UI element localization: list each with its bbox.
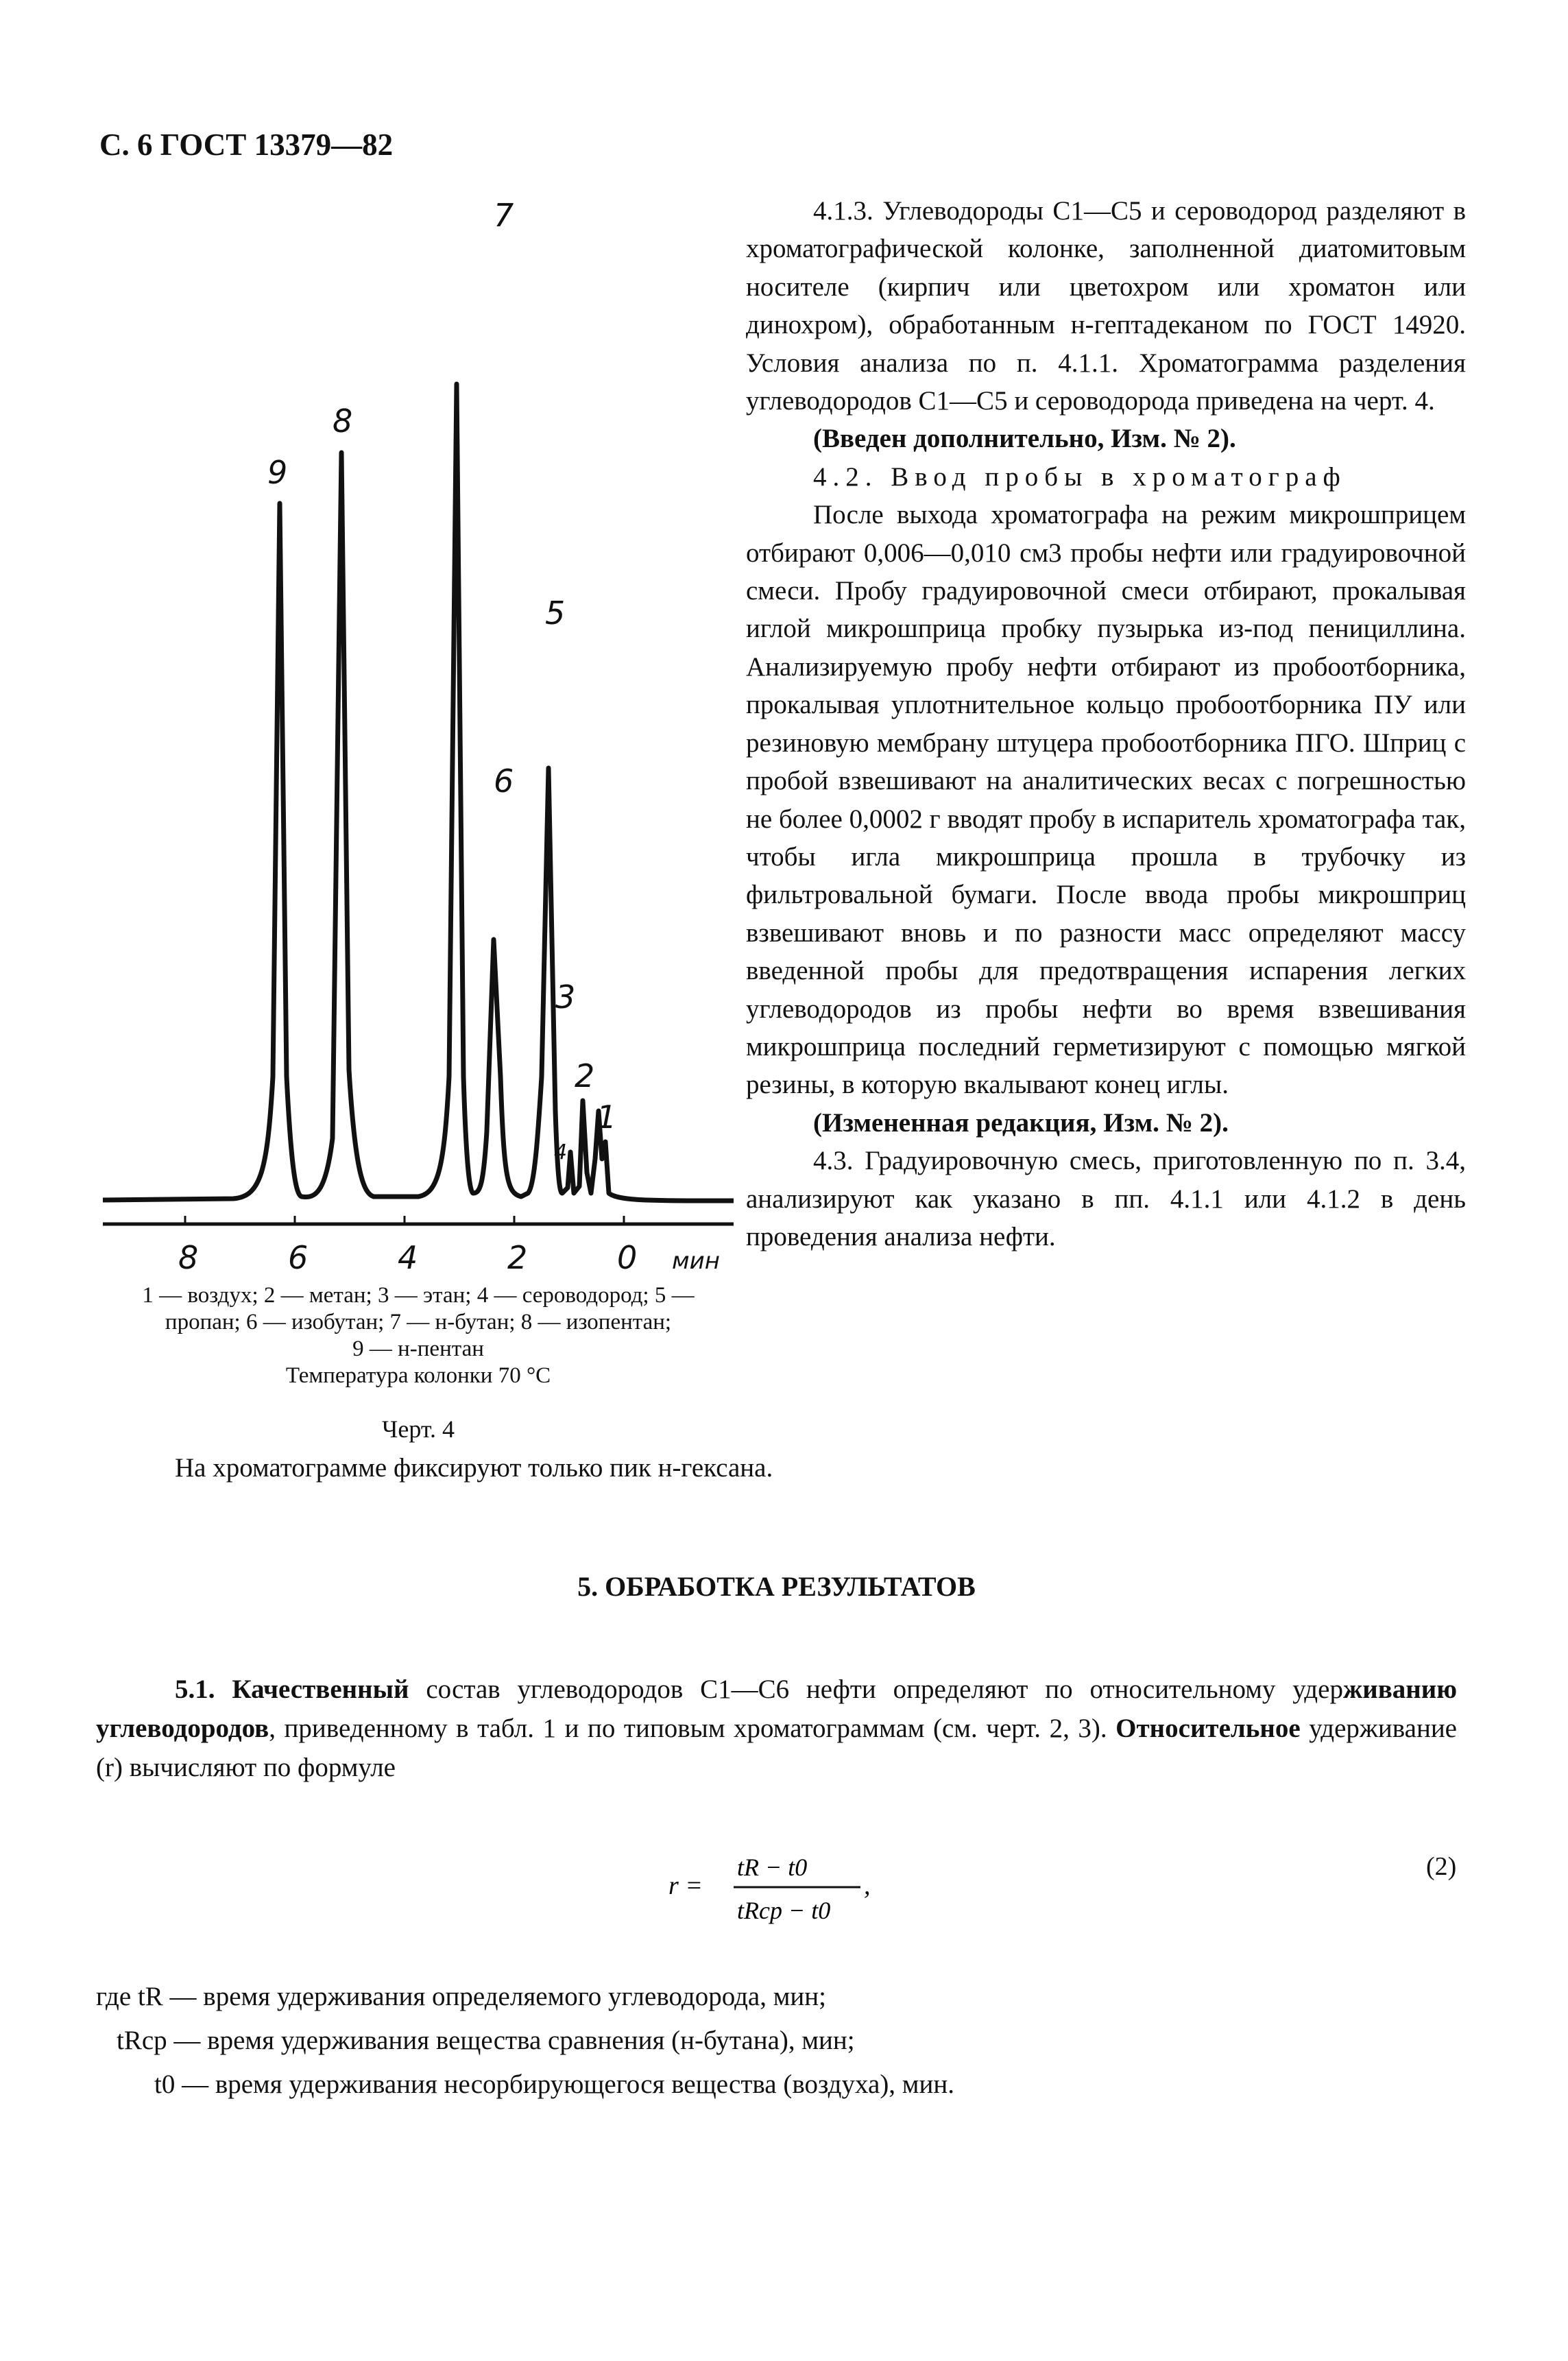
tick-label: 6 <box>288 1239 309 1276</box>
text-run: , приведенному в табл. 1 и по типовым хроматограммам (см. черт. 2, 3). <box>269 1714 1116 1743</box>
bold-run: Относительное <box>1115 1714 1301 1743</box>
definition-line: tRср — время удерживания вещества сравнения (н-бутана), мин; <box>117 2026 855 2055</box>
tick-label: 2 <box>507 1239 528 1276</box>
definition-line: t0 — время удерживания несорбирующегося вещества (воздуха), мин. <box>154 2070 954 2099</box>
right-column <box>746 192 1466 1256</box>
chromatogram-figure <box>96 185 740 1282</box>
definition-line: где tR — время удерживания определяемого углеводорода, мин; <box>96 1982 826 2011</box>
bold-run: живанию углеводородов <box>96 1675 1458 1743</box>
peak-label: 1 <box>596 1099 617 1136</box>
caption-line: 9 — н-пентан <box>352 1337 484 1361</box>
note-line: На хроматограмме фиксируют только пик н-гексана. <box>175 1453 773 1483</box>
formula-denominator: tRср − t0 <box>737 1897 831 1924</box>
paragraph-4-3: 4.3. Градуировочную смесь, приготовленную по п. 3.4, анализируют как указано в пп. 4.1.1 или 4.1.2 в день проведения анализа нефти. <box>746 1146 1466 1251</box>
peak-label: 7 <box>494 197 514 234</box>
text-run: удерживание (r) вычисляют по формуле <box>96 1714 1457 1782</box>
text-run: состав углеводородов С1—С6 нефти определяют по относительному удер <box>409 1675 1343 1704</box>
peak-label: 3 <box>555 979 576 1016</box>
caption-line: Температура колонки 70 °С <box>285 1363 551 1388</box>
axis-unit: мин <box>672 1247 720 1275</box>
formula-lhs: r = <box>668 1871 703 1900</box>
chromatogram-trace <box>103 384 734 1201</box>
figure-label: Черт. 4 <box>382 1415 455 1443</box>
peak-label: 5 <box>545 595 566 632</box>
definitions <box>96 1975 1457 2107</box>
formula-2 <box>668 1838 888 1941</box>
peak-label: 2 <box>575 1057 595 1094</box>
svg-text:,: , <box>864 1871 871 1900</box>
bold-run: 5.1. Качественный <box>175 1675 409 1704</box>
figure-caption <box>96 1282 740 1389</box>
caption-line: 1 — воздух; 2 — метан; 3 — этан; 4 — сероводород; 5 — <box>142 1283 695 1308</box>
tick-label: 4 <box>398 1239 418 1276</box>
peak-label: 6 <box>494 763 514 800</box>
tick-label: 0 <box>617 1239 638 1276</box>
paragraph-4-2: После выхода хроматографа на режим микрошприцем отбирают 0,006—0,010 см3 пробы нефти или градуировочной смеси. Пробу градуировочной смеси отбирают, прокалывая иглой микрошприца пробку пузырька из-под пенициллина. Анализируемую пробу нефти отбирают из пробоотборника, прокалывая уплотнительное кольцо пробоотборника ПУ или резиновую мембрану штуцера пробоотборника ПГО. Шприц с пробой взвешивают на аналитических весах с погрешностью не более 0,0002 г вводят пробу в испаритель хроматографа так, чтобы игла микрошприца прошла в трубочку из фильтровальной бумаги. После ввода пробы микрошприц взвешивают вновь и по разности масс определяют массу введенной пробы для предотвращения испарения легких углеводородов из пробы нефти во время взвешивания микрошприца последний герметизируют с помощью мягкой резины, в которую вкалывают конец иглы. <box>746 500 1466 1100</box>
peak-label: 4 <box>554 1140 568 1164</box>
amendment-note: (Измененная редакция, Изм. № 2). <box>813 1107 1229 1138</box>
caption-line: пропан; 6 — изобутан; 7 — н-бутан; 8 — изопентан; <box>165 1310 672 1334</box>
paragraph-5-1 <box>96 1670 1457 1787</box>
formula-number: (2) <box>1426 1852 1457 1881</box>
tick-label: 8 <box>178 1239 199 1276</box>
section-title: 5. ОБРАБОТКА РЕЗУЛЬТАТОВ <box>577 1571 976 1602</box>
peak-label: 8 <box>333 403 353 440</box>
page-header: С. 6 ГОСТ 13379—82 <box>99 128 394 162</box>
amendment-note: (Введен дополнительно, Изм. № 2). <box>813 424 1236 454</box>
subsection-heading: 4.2. Ввод пробы в хроматограф <box>813 462 1347 492</box>
paragraph-4-1-3: 4.1.3. Углеводороды С1—С5 и сероводород разделяют в хроматографической колонке, заполненной диатомитовым носителе (кирпич или цветохром или хроматон или динохром), обработанным н-гептадеканом по ГОСТ 14920. Условия анализа по п. 4.1.1. Хроматограмма разделения углеводородов С1—С5 и сероводорода приведена на черт. 4. <box>746 196 1466 416</box>
peak-label: 9 <box>267 454 288 491</box>
chromatogram-svg <box>96 185 740 1282</box>
formula-numerator: tR − t0 <box>737 1854 808 1881</box>
